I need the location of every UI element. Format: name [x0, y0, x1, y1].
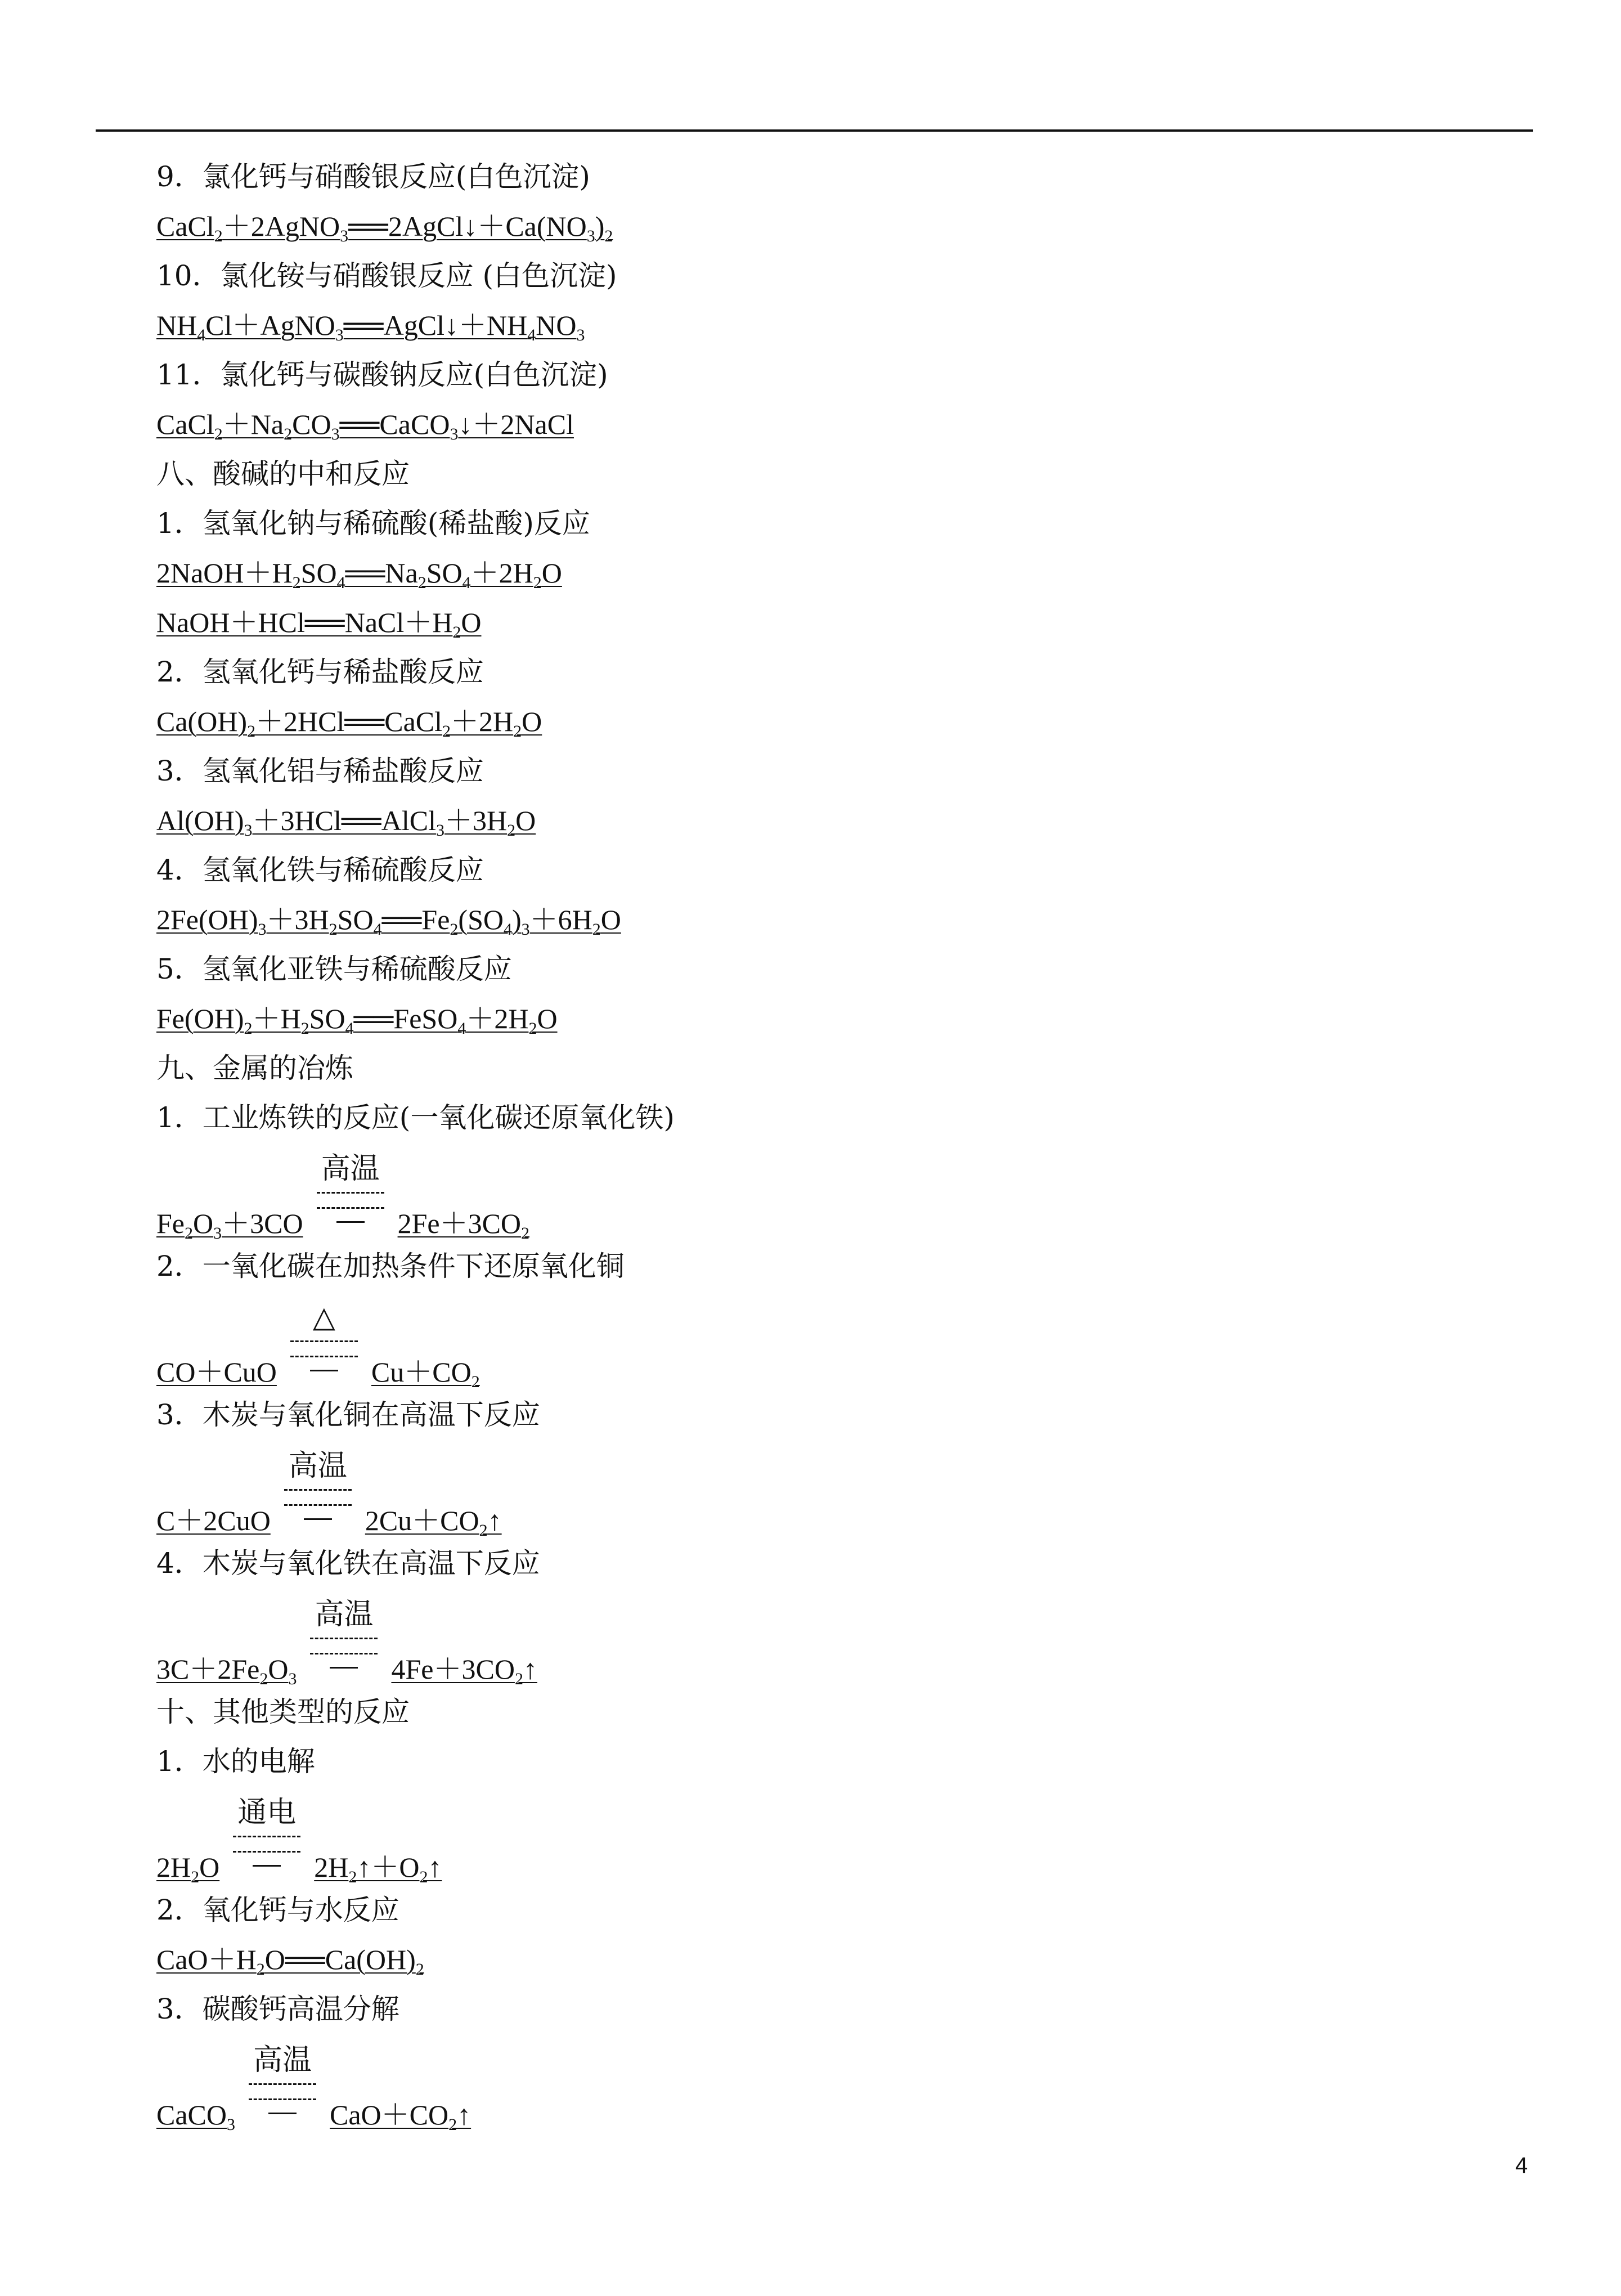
condition-label: 高温 — [315, 1598, 374, 1631]
equals-underline — [310, 1370, 338, 1371]
subscript: 4 — [504, 920, 512, 939]
item-heading: 1．工业炼铁的反应(一氧化碳还原氧化铁) — [156, 1101, 675, 1134]
subscript: 2 — [533, 573, 542, 592]
subscript: 2 — [419, 1868, 428, 1886]
reaction-condition — [279, 1446, 357, 1520]
subscript: 3 — [258, 920, 267, 939]
item-heading: 3．木炭与氧化铜在高温下反应 — [156, 1398, 540, 1431]
equation-reactants — [156, 1354, 277, 1390]
chemical-equation — [156, 604, 1507, 654]
chemical-equation — [156, 703, 1507, 753]
chemical-equation — [156, 406, 1507, 456]
subscript: 2 — [528, 1019, 537, 1038]
equation-reactants — [156, 1503, 271, 1539]
condition-label: 高温 — [253, 2043, 312, 2077]
item-heading: 1．水的电解 — [156, 1745, 315, 1778]
reaction-condition — [243, 2041, 322, 2114]
equation-reactants — [156, 1205, 303, 1241]
equals-underline — [336, 1221, 365, 1223]
conditional-equation — [156, 1793, 1507, 1892]
subscript: 2 — [214, 425, 223, 443]
chemical-equation — [156, 1941, 1507, 1991]
reaction-condition — [304, 1595, 383, 1669]
conditional-equation — [156, 1595, 1507, 1694]
item-heading: 11．氯化钙与碳酸钠反应(白色沉淀) — [156, 358, 608, 391]
chemical-equation — [156, 555, 1507, 604]
subscript: 2 — [417, 573, 426, 592]
condition-label: △ — [312, 1301, 335, 1334]
subscript: 2 — [521, 1224, 530, 1243]
equals-sign — [290, 1340, 358, 1357]
subscript: 3 — [213, 1224, 222, 1243]
item-heading: 5．氢氧化亚铁与稀硫酸反应 — [156, 953, 512, 985]
subscript: 3 — [331, 425, 340, 443]
subscript: 2 — [604, 227, 613, 245]
formula-text: $Ca(OH)_2+2HCl══CaCl_2+2H_2O$ — [156, 706, 542, 741]
subscript: 4 — [527, 326, 536, 344]
item-heading: 2．一氧化碳在加热条件下还原氧化铜 — [156, 1250, 625, 1282]
reaction-condition — [285, 1298, 363, 1371]
formula-text: $CaCl_2+Na_2CO_3══CaCO_3↓+2NaCl$ — [156, 409, 574, 443]
formula-text: $2Fe+3CO_2$ — [397, 1208, 530, 1243]
subscript: 2 — [214, 227, 223, 245]
item-heading: 2．氢氧化钙与稀盐酸反应 — [156, 656, 484, 688]
formula-text: $Al(OH)_3+3HCl══AlCl_3+3H_2O$ — [156, 805, 536, 840]
subscript: 2 — [513, 722, 522, 741]
formula-text: $2H_2O$ — [156, 1851, 220, 1886]
item-heading: 4．木炭与氧化铁在高温下反应 — [156, 1547, 540, 1580]
subscript: 2 — [452, 623, 461, 642]
formula-text: $CaO+CO_2↑$ — [330, 2099, 472, 2134]
item-heading: 3．碳酸钙高温分解 — [156, 1993, 399, 2025]
page-number: 4 — [1515, 2153, 1528, 2178]
subscript: 2 — [471, 1373, 480, 1391]
equation-products — [391, 1651, 537, 1687]
formula-text: $2Cu+CO_2↑$ — [365, 1505, 502, 1540]
equals-sign — [284, 1489, 352, 1506]
formula-text: $2NaOH+H_2SO_4══Na_2SO_4+2H_2O$ — [156, 557, 562, 592]
chemical-equation — [156, 208, 1507, 258]
subscript: 3 — [244, 821, 253, 840]
formula-text: $CaCl_2+2AgNO_3══2AgCl↓+Ca(NO_3)_2$ — [156, 210, 613, 245]
subscript: 2 — [450, 920, 459, 939]
conditional-equation — [156, 1149, 1507, 1248]
equals-sign — [249, 2083, 316, 2100]
subscript: 4 — [462, 573, 471, 592]
subscript: 2 — [329, 920, 338, 939]
formula-text: $Fe(OH)_2+H_2SO_4══FeSO_4+2H_2O$ — [156, 1003, 558, 1038]
item-heading: 4．氢氧化铁与稀硫酸反应 — [156, 854, 484, 886]
conditional-equation — [156, 1298, 1507, 1397]
subscript: 2 — [592, 920, 601, 939]
equation-reactants — [156, 1849, 219, 1885]
formula-text: C＋2CuO — [156, 1505, 271, 1536]
item-heading: 10．氯化铵与硝酸银反应 (白色沉淀) — [156, 259, 617, 292]
subscript: 2 — [247, 722, 256, 741]
subscript: 3 — [576, 326, 585, 344]
subscript: 4 — [373, 920, 382, 939]
section-heading: 八、酸碱的中和反应 — [156, 458, 410, 490]
subscript: 4 — [336, 573, 345, 592]
equation-reactants — [156, 1651, 297, 1687]
subscript: 3 — [521, 920, 530, 939]
item-heading: 9．氯化钙与硝酸银反应(白色沉淀) — [156, 160, 590, 193]
formula-text: $NaOH+HCl══NaCl+H_2O$ — [156, 607, 482, 642]
subscript: 2 — [415, 1960, 424, 1979]
subscript: 3 — [227, 2115, 235, 2134]
chemical-equation — [156, 307, 1507, 357]
item-heading: 2．氧化钙与水反应 — [156, 1894, 399, 1926]
condition-label: 通电 — [237, 1796, 297, 1829]
subscript: 2 — [300, 1019, 309, 1038]
subscript: 4 — [345, 1019, 354, 1038]
document-body — [156, 159, 1507, 2140]
item-heading: 3．氢氧化铝与稀盐酸反应 — [156, 755, 484, 787]
subscript: 2 — [191, 1868, 200, 1886]
chemical-equation — [156, 802, 1507, 852]
equals-sign — [233, 1836, 300, 1853]
formula-text: $2H_2↑+O_2↑$ — [314, 1851, 442, 1886]
reaction-condition — [311, 1149, 390, 1223]
subscript: 3 — [435, 821, 444, 840]
conditional-equation — [156, 2041, 1507, 2140]
formula-text: $CaO+H_2O══Ca(OH)_2$ — [156, 1944, 424, 1979]
formula-text: $Fe_2O_3+3CO$ — [156, 1208, 303, 1243]
subscript: 2 — [259, 1670, 268, 1688]
subscript: 2 — [448, 2115, 457, 2134]
equals-underline — [304, 1518, 332, 1520]
conditional-equation — [156, 1446, 1507, 1545]
formula-text: CO＋CuO — [156, 1356, 277, 1388]
equals-underline — [253, 1865, 281, 1867]
section-heading: 九、金属的冶炼 — [156, 1052, 353, 1084]
subscript: 2 — [442, 722, 451, 741]
section-heading: 十、其他类型的反应 — [156, 1696, 410, 1728]
subscript: 2 — [514, 1670, 523, 1688]
formula-text: $2Fe(OH)_3+3H_2SO_4══Fe_2(SO_4)_3+6H_2O$ — [156, 904, 621, 939]
equals-underline — [330, 1667, 358, 1669]
equation-products — [371, 1354, 480, 1390]
formula-text: $3C+2Fe_2O_3$ — [156, 1653, 297, 1688]
reaction-condition — [227, 1793, 306, 1867]
equation-products — [330, 2097, 471, 2133]
subscript: 3 — [340, 227, 349, 245]
formula-text: $4Fe+3CO_2↑$ — [391, 1653, 537, 1688]
equation-products — [314, 1849, 442, 1885]
subscript: 4 — [197, 326, 206, 344]
subscript: 2 — [292, 573, 301, 592]
subscript: 2 — [507, 821, 516, 840]
equation-products — [365, 1503, 502, 1539]
header-rule — [96, 129, 1533, 132]
subscript: 3 — [586, 227, 595, 245]
subscript: 3 — [450, 425, 459, 443]
condition-label: 高温 — [321, 1152, 380, 1186]
subscript: 2 — [244, 1019, 253, 1038]
subscript: 3 — [288, 1670, 297, 1688]
equation-products — [398, 1205, 529, 1241]
subscript: 2 — [479, 1521, 488, 1540]
item-heading: 1．氢氧化钠与稀硫酸(稀盐酸)反应 — [156, 507, 590, 540]
chemical-equation — [156, 1001, 1507, 1050]
subscript: 4 — [457, 1019, 466, 1038]
formula-text: $NH_4Cl+AgNO_3══AgCl↓+NH_4NO_3$ — [156, 310, 585, 344]
subscript: 2 — [185, 1224, 193, 1243]
equation-reactants — [156, 2097, 235, 2133]
formula-text: $Cu+CO_2$ — [371, 1356, 480, 1391]
chemical-equation — [156, 902, 1507, 951]
subscript: 3 — [335, 326, 344, 344]
formula-text: CaCO$_3$ — [156, 2099, 235, 2134]
subscript: 2 — [256, 1960, 265, 1979]
equals-sign — [310, 1638, 378, 1654]
equals-underline — [268, 2113, 297, 2114]
equals-sign — [317, 1192, 384, 1209]
condition-label: 高温 — [288, 1449, 347, 1483]
subscript: 2 — [348, 1868, 357, 1886]
subscript: 2 — [284, 425, 293, 443]
